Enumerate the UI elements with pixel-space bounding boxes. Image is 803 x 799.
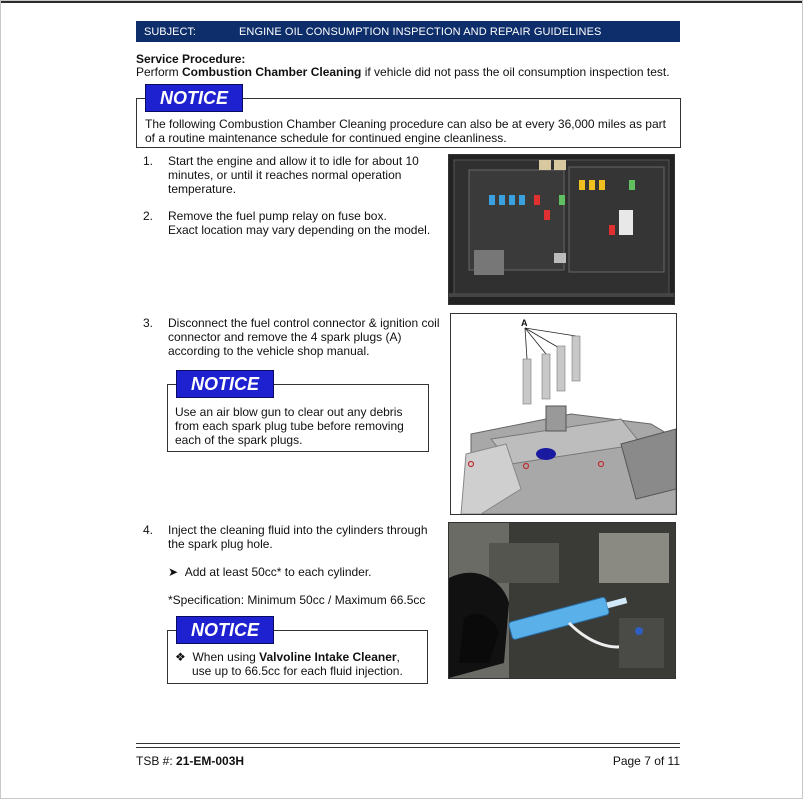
subject-bar [136,21,680,42]
injection-photo [448,522,676,679]
step4-spec: *Specification: Minimum 50cc / Maximum 66.5cc [168,593,426,607]
footer-page-number: Page 7 of 11 [612,754,680,768]
procedure-name: Combustion Chamber Cleaning [182,65,362,79]
notice-step4-tag: NOTICE [176,616,274,644]
step4-bullet: ➤ Add at least 50cc* to each cylinder. [168,565,372,579]
injection-illustration [449,523,675,678]
subject-label: SUBJECT: [144,25,196,38]
notice-main-text: The following Combustion Chamber Cleaning procedure can also be at every 36,000 miles as part of a routine maintenance schedule for continued engine cleanliness. [145,117,666,145]
footer-tsb: TSB #: 21-EM-003H [136,754,245,768]
arrow-bullet-icon: ➤ [168,565,179,579]
diamond-bullet-icon: ❖ [175,650,186,664]
footer-rule-top [136,743,680,744]
notice-step3-tag: NOTICE [176,370,274,398]
notice-main-tag: NOTICE [145,84,243,112]
notice-step4-text: ❖ When using Valvoline Intake Cleaner, use up to 66.5cc for each fluid injection. [175,650,403,678]
service-procedure-heading: Service Procedure: [136,52,246,66]
diagram-label-a: A [521,318,528,328]
notice-step3-text: Use an air blow gun to clear out any debris from each spark plug tube before removing each of the spark plugs. [175,405,404,447]
footer-rule-bottom [136,747,680,748]
spark-plug-illustration [451,314,676,514]
tsb-number: 21-EM-003H [176,754,245,768]
fuse-box-illustration [449,155,674,304]
fuse-box-photo [448,154,675,305]
service-procedure-text: Perform Combustion Chamber Cleaning if vehicle did not pass the oil consumption inspection test. [136,65,670,79]
subject-title: ENGINE OIL CONSUMPTION INSPECTION AND REPAIR GUIDELINES [239,25,602,38]
spark-plug-diagram [450,313,677,515]
